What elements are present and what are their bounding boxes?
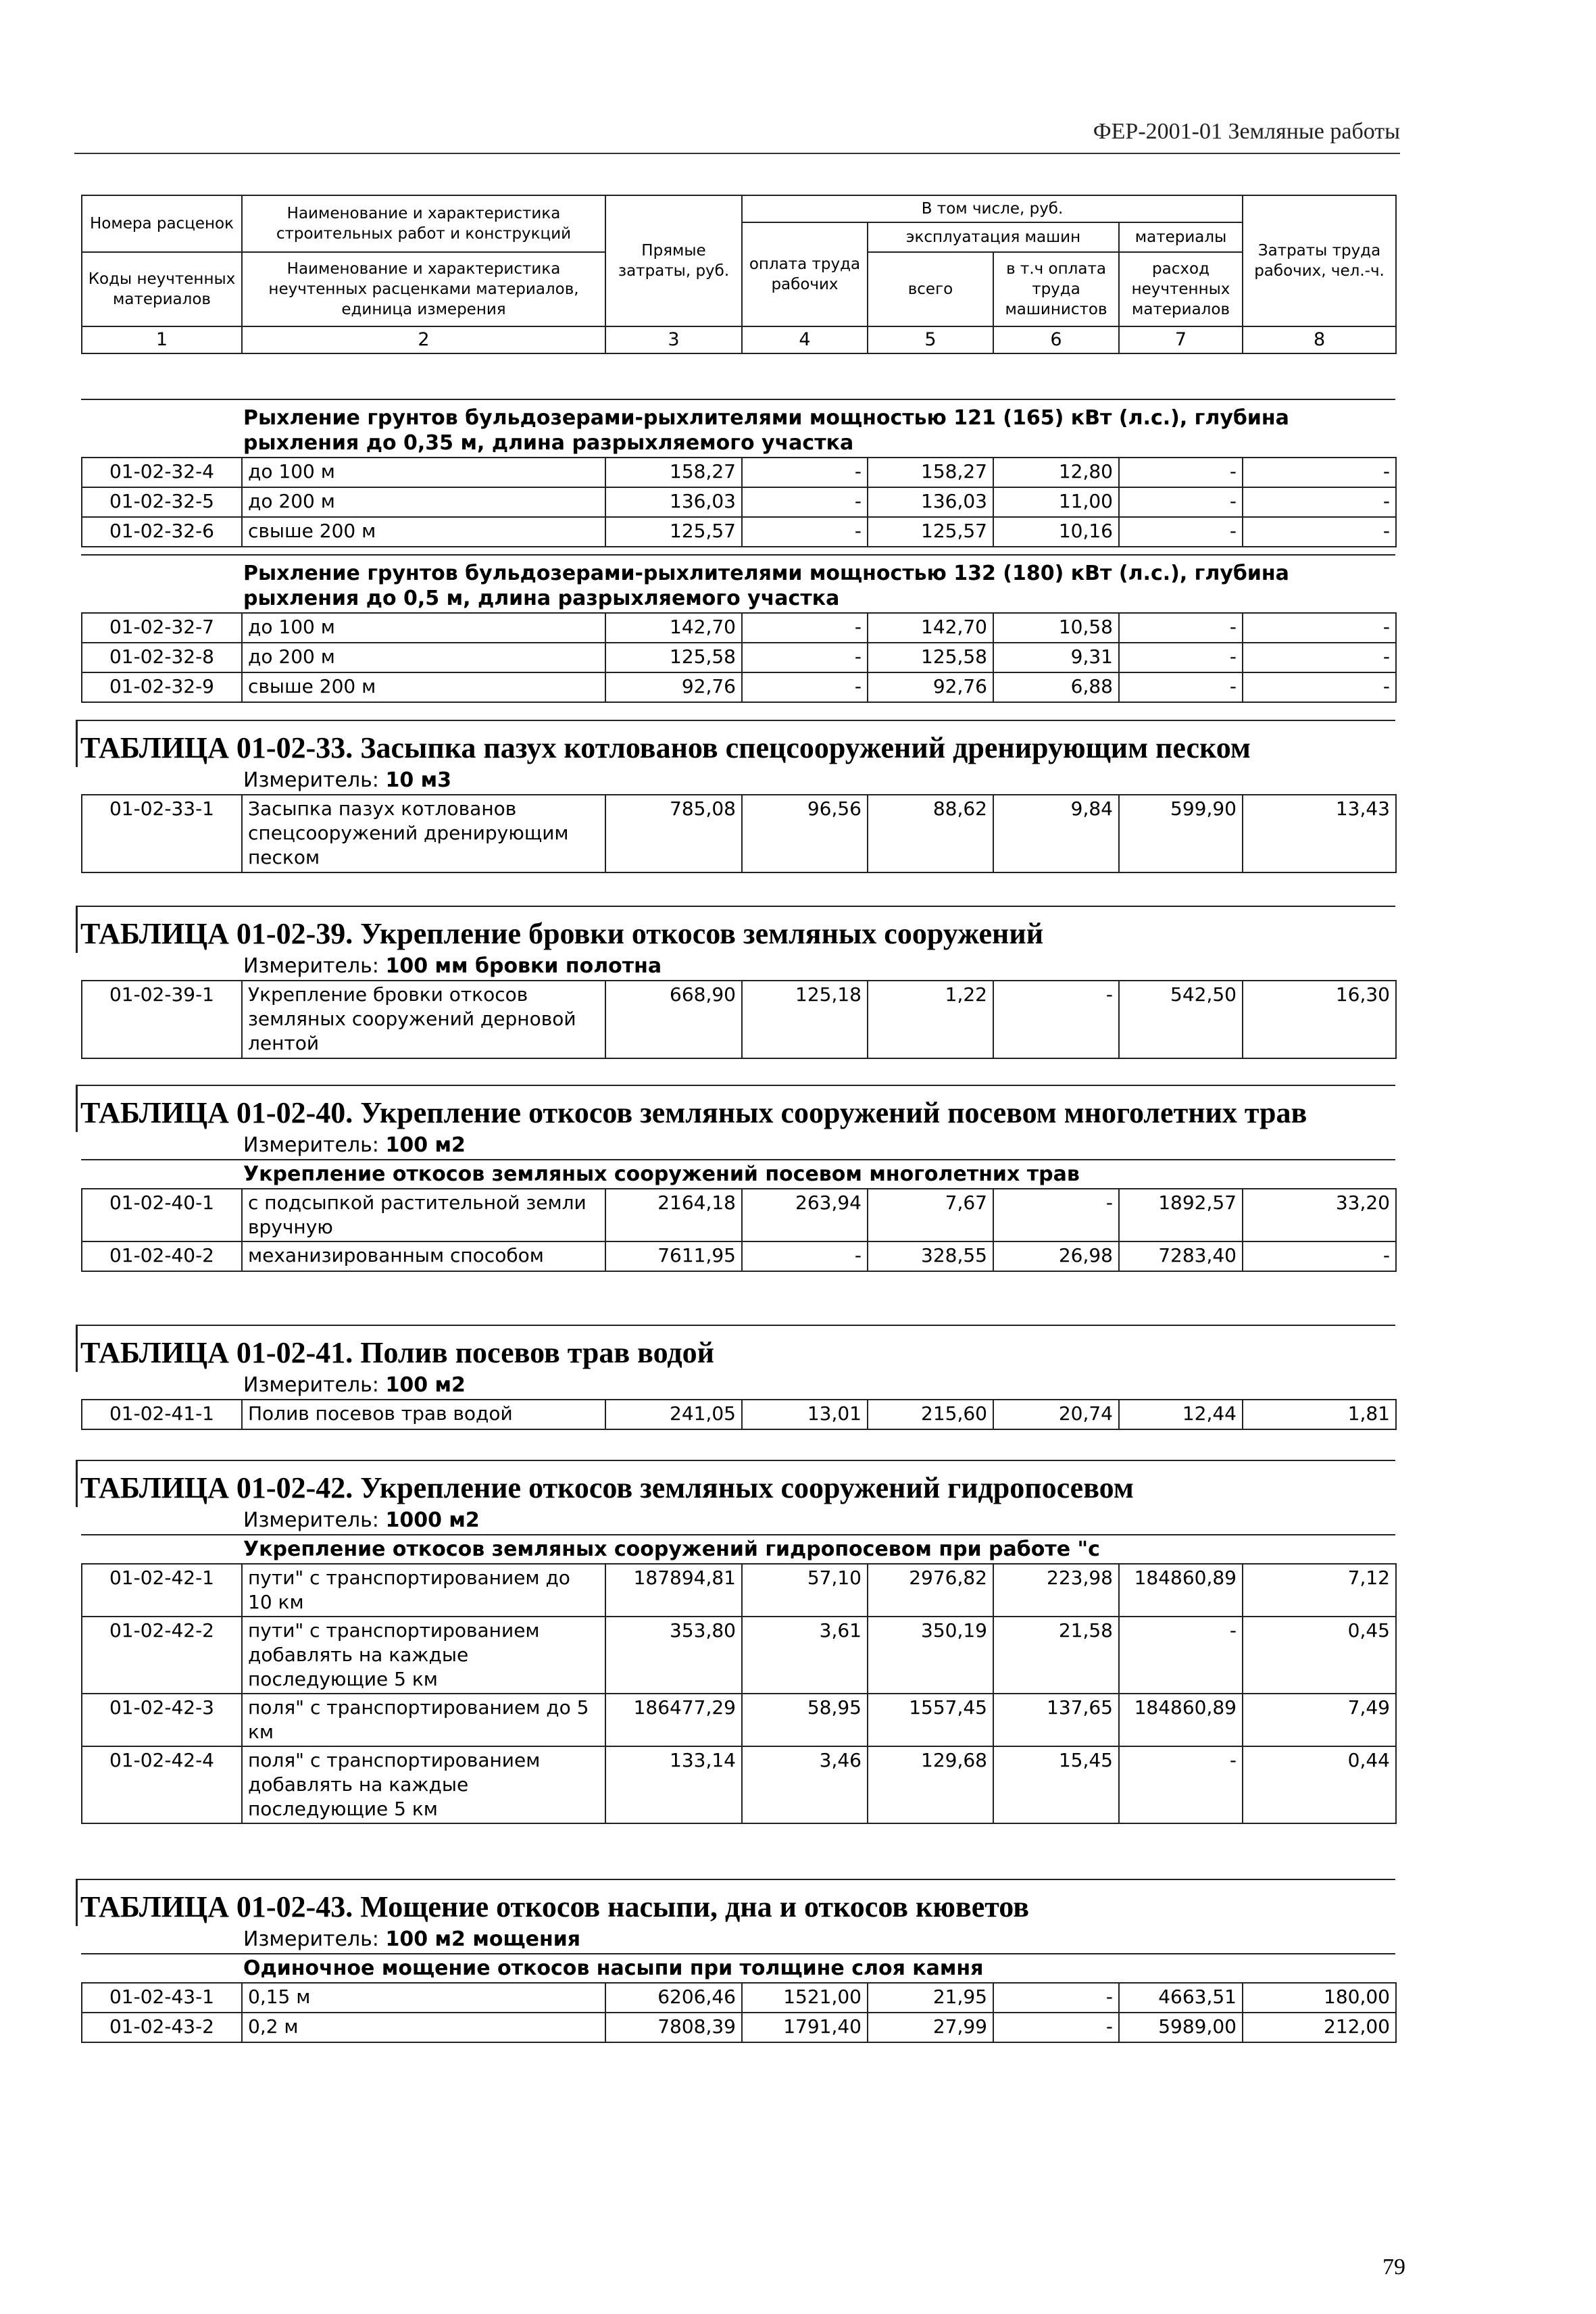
cell-name: до 100 м [242,613,605,643]
table-row [82,458,1396,487]
cell-hours: 13,43 [1243,795,1396,872]
cell-mat: - [1119,672,1243,702]
header-name-bottom: Наименование и характеристика неучтенных расценками материалов, единица измерения [242,252,605,326]
cell-hours: 33,20 [1243,1189,1396,1241]
cell-direct: 186477,29 [605,1694,742,1746]
cell-direct: 133,14 [605,1746,742,1823]
cell-mach-pay: 9,84 [993,795,1119,872]
rates-table [81,1188,1397,1272]
cell-mach: 136,03 [868,487,993,517]
subsection-title: Одиночное мощение откосов насыпи при толщине слоя камня [81,1953,1395,1982]
cell-mat: - [1119,613,1243,643]
header-codes-bottom: Коды неучтенных материалов [82,252,242,326]
table-block [81,1879,1395,2043]
cell-mach: 129,68 [868,1746,993,1823]
cell-direct: 353,80 [605,1617,742,1694]
cell-code: 01-02-40-2 [82,1241,242,1271]
cell-name: Засыпка пазух котлованов спецсооружений дренирующим песком [242,795,605,872]
cell-mat: - [1119,1617,1243,1694]
cell-code: 01-02-43-1 [82,1983,242,2013]
unit-line [81,953,1395,980]
cell-code: 01-02-42-3 [82,1694,242,1746]
table-row [82,1564,1396,1617]
cell-direct: 785,08 [605,795,742,872]
cell-code: 01-02-33-1 [82,795,242,872]
column-number: 6 [993,326,1119,353]
unit-value: 1000 м2 [385,1508,480,1532]
cell-labor: 58,95 [742,1694,868,1746]
cell-name: до 200 м [242,487,605,517]
cell-direct: 158,27 [605,458,742,487]
cell-mat: - [1119,517,1243,547]
section-title: Рыхление грунтов бульдозерами-рыхлителями мощностью 121 (165) кВт (л.с.), глубина рыхления до 0,35 м, длина разрыхляемого участка [81,399,1395,457]
cell-mat: 12,44 [1119,1400,1243,1429]
cell-mach-pay: 15,45 [993,1746,1119,1823]
cell-hours: 16,30 [1243,981,1396,1058]
cell-code: 01-02-42-4 [82,1746,242,1823]
unit-label: Измеритель: [243,1927,379,1951]
table-heading [76,720,1395,767]
cell-mat: - [1119,458,1243,487]
cell-hours: 7,12 [1243,1564,1396,1617]
table-block [81,554,1395,703]
cell-mach-pay: 9,31 [993,643,1119,672]
header-materials-sub: расход неучтенных материалов [1119,252,1243,326]
cell-name: Полив посевов трав водой [242,1400,605,1429]
table-title: Засыпка пазух котлованов спецсооружений дренирующим песком [360,731,1251,764]
cell-hours: - [1243,613,1396,643]
cell-labor: 3,61 [742,1617,868,1694]
cell-direct: 2164,18 [605,1189,742,1241]
cell-mach: 7,67 [868,1189,993,1241]
table-row [82,1746,1396,1823]
cell-mach-pay: 11,00 [993,487,1119,517]
cell-mach-pay: - [993,981,1119,1058]
cell-labor: 263,94 [742,1189,868,1241]
cell-mach-pay: 21,58 [993,1617,1119,1694]
cell-mach: 1557,45 [868,1694,993,1746]
cell-mach: 92,76 [868,672,993,702]
cell-hours: - [1243,458,1396,487]
cell-hours: 1,81 [1243,1400,1396,1429]
cell-mach: 21,95 [868,1983,993,2013]
cell-mach: 88,62 [868,795,993,872]
header-labor-pay: оплата труда рабочих [742,222,868,326]
unit-value: 100 мм бровки полотна [385,954,662,978]
unit-label: Измеритель: [243,1133,379,1157]
cell-mat: 184860,89 [1119,1564,1243,1617]
page-number: 79 [1382,2255,1405,2280]
cell-mach: 328,55 [868,1241,993,1271]
table-block [81,1460,1395,1824]
cell-mat: 184860,89 [1119,1694,1243,1746]
cell-direct: 136,03 [605,487,742,517]
cell-mach: 27,99 [868,2013,993,2042]
table-row [82,1983,1396,2013]
column-number: 8 [1243,326,1396,353]
cell-hours: 0,45 [1243,1617,1396,1694]
cell-name: до 100 м [242,458,605,487]
table-row [82,1694,1396,1746]
table-heading [76,1879,1395,1926]
table-label: ТАБЛИЦА 01-02-42. [80,1471,353,1504]
cell-name: свыше 200 м [242,517,605,547]
cell-mach: 2976,82 [868,1564,993,1617]
unit-label: Измеритель: [243,954,379,978]
cell-hours: - [1243,643,1396,672]
cell-labor: - [742,672,868,702]
cell-mach-pay: 26,98 [993,1241,1119,1271]
table-label: ТАБЛИЦА 01-02-33. [80,731,353,764]
cell-mat: 599,90 [1119,795,1243,872]
rates-table [81,980,1397,1059]
table-row [82,1241,1396,1271]
unit-value: 100 м2 мощения [385,1927,581,1951]
unit-label: Измеритель: [243,1508,379,1532]
cell-mach-pay: 10,16 [993,517,1119,547]
cell-mach: 350,19 [868,1617,993,1694]
cell-code: 01-02-32-9 [82,672,242,702]
table-block [81,906,1395,1059]
rates-table [81,457,1397,547]
cell-labor: 13,01 [742,1400,868,1429]
header-materials: материалы [1119,222,1243,252]
cell-labor: 125,18 [742,981,868,1058]
cell-hours: - [1243,1241,1396,1271]
table-title: Полив посевов трав водой [360,1336,714,1369]
cell-direct: 125,57 [605,517,742,547]
table-label: ТАБЛИЦА 01-02-41. [80,1336,353,1369]
cell-code: 01-02-42-2 [82,1617,242,1694]
cell-direct: 7611,95 [605,1241,742,1271]
cell-mach-pay: 137,65 [993,1694,1119,1746]
table-row [82,517,1396,547]
table-block [81,1325,1395,1430]
subsection-title: Укрепление откосов земляных сооружений гидропосевом при работе "с [81,1534,1395,1563]
section-title: Рыхление грунтов бульдозерами-рыхлителями мощностью 132 (180) кВт (л.с.), глубина рыхления до 0,5 м, длина разрыхляемого участка [81,554,1395,612]
table-label: ТАБЛИЦА 01-02-43. [80,1890,353,1923]
cell-labor: - [742,487,868,517]
table-heading [76,1325,1395,1372]
table-row [82,795,1396,872]
cell-mach-pay: 10,58 [993,613,1119,643]
cell-code: 01-02-32-8 [82,643,242,672]
cell-mat: 5989,00 [1119,2013,1243,2042]
cell-direct: 187894,81 [605,1564,742,1617]
table-block [81,720,1395,873]
cell-mach-pay: 6,88 [993,672,1119,702]
cell-labor: 57,10 [742,1564,868,1617]
cell-name: пути" с транспортированием добавлять на каждые последующие 5 км [242,1617,605,1694]
cell-mat: - [1119,643,1243,672]
unit-value: 100 м2 [385,1373,466,1397]
cell-mach-pay: 223,98 [993,1564,1119,1617]
unit-value: 100 м2 [385,1133,466,1157]
cell-labor: - [742,1241,868,1271]
column-number-row [82,326,1396,353]
rates-table [81,794,1397,873]
cell-hours: 7,49 [1243,1694,1396,1746]
unit-line [81,1507,1395,1534]
running-header: ФЕР-2001-01 Земляные работы [1093,119,1400,144]
table-row [82,643,1396,672]
cell-mat: 1892,57 [1119,1189,1243,1241]
table-row [82,2013,1396,2042]
cell-mach: 142,70 [868,613,993,643]
cell-code: 01-02-32-4 [82,458,242,487]
header-machines: эксплуатация машин [868,222,1119,252]
cell-hours: 180,00 [1243,1983,1396,2013]
cell-name: до 200 м [242,643,605,672]
header-direct-costs: Прямые затраты, руб. [605,195,742,326]
cell-labor: 3,46 [742,1746,868,1823]
cell-code: 01-02-39-1 [82,981,242,1058]
cell-direct: 92,76 [605,672,742,702]
cell-mach: 1,22 [868,981,993,1058]
cell-labor: - [742,517,868,547]
cell-labor: - [742,643,868,672]
cell-mat: - [1119,487,1243,517]
column-number: 7 [1119,326,1243,353]
cell-code: 01-02-32-5 [82,487,242,517]
cell-hours: - [1243,487,1396,517]
cell-labor: 96,56 [742,795,868,872]
table-label: ТАБЛИЦА 01-02-40. [80,1096,353,1129]
column-number: 4 [742,326,868,353]
unit-line [81,1132,1395,1159]
cell-labor: 1791,40 [742,2013,868,2042]
table-heading [76,906,1395,953]
cell-mach-pay: - [993,1189,1119,1241]
table-heading [76,1460,1395,1507]
cell-code: 01-02-32-6 [82,517,242,547]
table-title: Укрепление откосов земляных сооружений посевом многолетних трав [360,1096,1307,1129]
header-including: В том числе, руб. [742,195,1243,222]
header-machines-total: всего [868,252,993,326]
table-row [82,1189,1396,1241]
table-block [81,399,1395,547]
table-label: ТАБЛИЦА 01-02-39. [80,917,353,950]
cell-name: механизированным способом [242,1241,605,1271]
table-row [82,1617,1396,1694]
cell-name: с подсыпкой растительной земли вручную [242,1189,605,1241]
cell-hours: - [1243,517,1396,547]
cell-mach-pay: - [993,1983,1119,2013]
cell-name: пути" с транспортированием до 10 км [242,1564,605,1617]
column-number: 2 [242,326,605,353]
cell-hours: 0,44 [1243,1746,1396,1823]
cell-hours: 212,00 [1243,2013,1396,2042]
rates-table [81,1563,1397,1824]
cell-mach: 125,57 [868,517,993,547]
cell-mat: 4663,51 [1119,1983,1243,2013]
cell-name: 0,15 м [242,1983,605,2013]
unit-label: Измеритель: [243,768,379,792]
cell-name: поля" с транспортированием добавлять на каждые последующие 5 км [242,1746,605,1823]
unit-line [81,767,1395,794]
cell-direct: 7808,39 [605,2013,742,2042]
cell-name: свыше 200 м [242,672,605,702]
cell-hours: - [1243,672,1396,702]
cell-name: поля" с транспортированием до 5 км [242,1694,605,1746]
cell-labor: 1521,00 [742,1983,868,2013]
cell-code: 01-02-43-2 [82,2013,242,2042]
header-rule [74,153,1400,154]
cell-mach: 125,58 [868,643,993,672]
cell-code: 01-02-42-1 [82,1564,242,1617]
cell-mach-pay: - [993,2013,1119,2042]
cell-code: 01-02-32-7 [82,613,242,643]
rates-table [81,1982,1397,2043]
cell-name: 0,2 м [242,2013,605,2042]
cell-direct: 668,90 [605,981,742,1058]
unit-line [81,1926,1395,1953]
table-row [82,487,1396,517]
subsection-title: Укрепление откосов земляных сооружений посевом многолетних трав [81,1159,1395,1188]
cell-mach: 158,27 [868,458,993,487]
unit-line [81,1372,1395,1399]
cell-direct: 6206,46 [605,1983,742,2013]
column-header-table [81,195,1397,354]
cell-labor: - [742,613,868,643]
column-number: 1 [82,326,242,353]
header-machines-pay: в т.ч оплата труда машинистов [993,252,1119,326]
cell-direct: 241,05 [605,1400,742,1429]
table-title: Укрепление бровки откосов земляных сооружений [360,917,1044,950]
table-block [81,1085,1395,1272]
column-number: 3 [605,326,742,353]
cell-mach-pay: 12,80 [993,458,1119,487]
cell-mat: 542,50 [1119,981,1243,1058]
cell-mach: 215,60 [868,1400,993,1429]
table-title: Укрепление откосов земляных сооружений гидропосевом [360,1471,1134,1504]
table-heading [76,1085,1395,1132]
rates-table [81,1399,1397,1430]
rates-table [81,612,1397,703]
table-row [82,1400,1396,1429]
unit-label: Измеритель: [243,1373,379,1397]
cell-direct: 142,70 [605,613,742,643]
cell-mat: - [1119,1746,1243,1823]
cell-labor: - [742,458,868,487]
header-name-top: Наименование и характеристика строительных работ и конструкций [242,195,605,252]
column-number: 5 [868,326,993,353]
header-codes-top: Номера расценок [82,195,242,252]
cell-direct: 125,58 [605,643,742,672]
table-row [82,672,1396,702]
unit-value: 10 м3 [385,768,452,792]
cell-mat: 7283,40 [1119,1241,1243,1271]
table-row [82,981,1396,1058]
cell-name: Укрепление бровки откосов земляных сооружений дерновой лентой [242,981,605,1058]
cell-code: 01-02-40-1 [82,1189,242,1241]
cell-mach-pay: 20,74 [993,1400,1119,1429]
table-title: Мощение откосов насыпи, дна и откосов кюветов [360,1890,1029,1923]
cell-code: 01-02-41-1 [82,1400,242,1429]
header-labor-cost: Затраты труда рабочих, чел.-ч. [1243,195,1396,326]
table-row [82,613,1396,643]
